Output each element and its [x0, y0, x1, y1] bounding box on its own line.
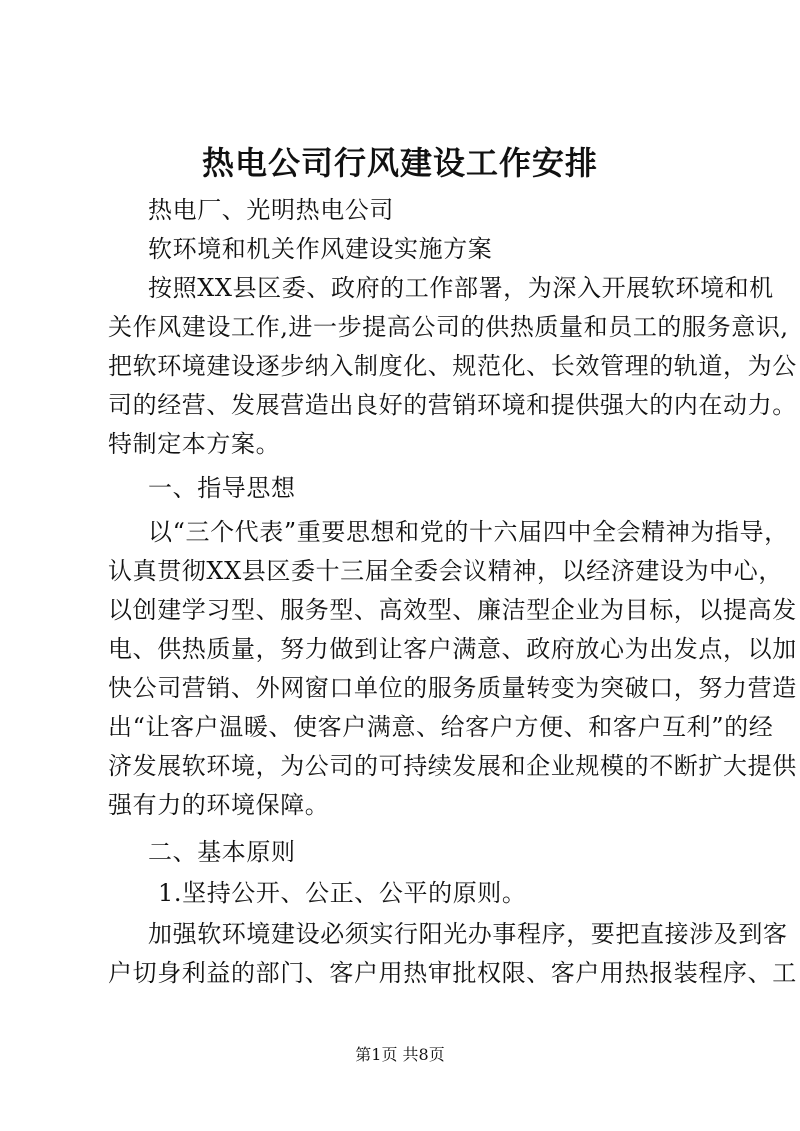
- text-line: 电、供热质量，努力做到让客户满意、政府放心为出发点，以加: [108, 635, 797, 663]
- text-line: 强有力的环境保障。: [108, 791, 330, 819]
- text-line: 关作风建设工作,进一步提高公司的供热质量和员工的服务意识,: [108, 313, 789, 341]
- section-heading: 二、基本原则: [148, 838, 296, 866]
- text-line: 软环境和机关作风建设实施方案: [148, 235, 493, 263]
- text-line: 济发展软环境，为公司的可持续发展和企业规模的不断扩大提供: [108, 752, 797, 780]
- section-heading: 一、指导思想: [148, 474, 296, 502]
- text-line: 户切身利益的部门、客户用热审批权限、客户用热报装程序、工: [108, 959, 797, 987]
- text-line: 把软环境建设逐步纳入制度化、规范化、长效管理的轨道，为公: [108, 352, 797, 380]
- document-title: 热电公司行风建设工作安排: [201, 144, 598, 182]
- text-line: 加强软环境建设必须实行阳光办事程序，要把直接涉及到客: [148, 920, 788, 948]
- text-line: 按照XX县区委、政府的工作部署，为深入开展软环境和机: [148, 274, 774, 302]
- text-line: 司的经营、发展营造出良好的营销环境和提供强大的内在动力。: [108, 391, 797, 419]
- text-line: 快公司营销、外网窗口单位的服务质量转变为突破口，努力营造: [108, 674, 797, 702]
- text-line: 出“让客户温暖、使客户满意、给客户方便、和客户互利”的经: [108, 713, 774, 741]
- text-line: 认真贯彻XX县区委十三届全委会议精神，以经济建设为中心，: [108, 557, 783, 585]
- text-line: 特制定本方案。: [108, 430, 281, 458]
- subsection-heading: 1.坚持公开、公正、公平的原则。: [158, 879, 527, 907]
- text-line: 热电厂、光明热电公司: [148, 196, 394, 224]
- page-footer: 第1页 共8页: [355, 1045, 445, 1064]
- text-line: 以“三个代表”重要思想和党的十六届四中全会精神为指导，: [148, 518, 789, 546]
- text-line: 以创建学习型、服务型、高效型、廉洁型企业为目标，以提高发: [108, 596, 797, 624]
